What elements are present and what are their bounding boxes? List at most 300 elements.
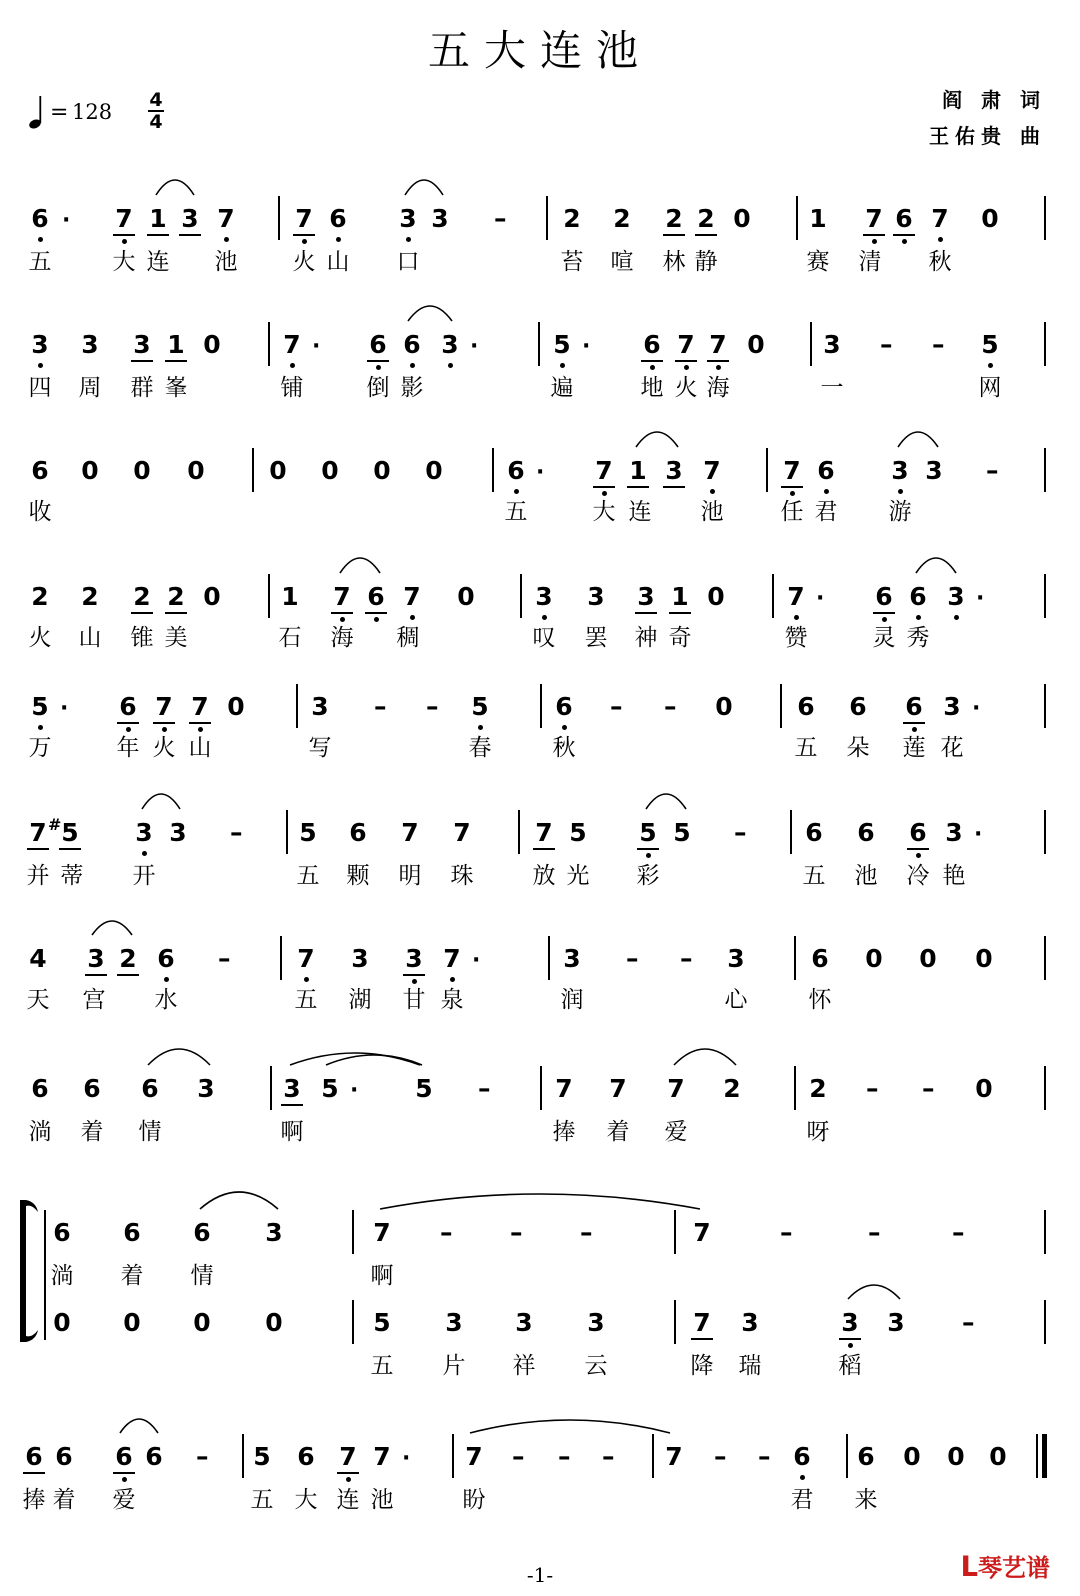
note: 6 [875, 582, 893, 611]
low-octave-dot [336, 237, 341, 242]
barline [674, 1210, 676, 1254]
tie-slur [898, 432, 938, 447]
barline [1044, 322, 1046, 366]
lyric: 美 [164, 625, 188, 651]
tie-slur [142, 794, 180, 809]
note: 0 [53, 1308, 71, 1337]
note: 6 [805, 818, 823, 847]
barline [1044, 1300, 1046, 1344]
augmentation-dot: · [60, 696, 69, 721]
dash: – [602, 1442, 615, 1471]
beam-underline [337, 1472, 359, 1474]
note: 6 [797, 692, 815, 721]
note: 6 [141, 1074, 159, 1103]
note: 3 [515, 1308, 533, 1337]
beam-underline [367, 360, 389, 362]
augmentation-dot: · [536, 460, 545, 485]
page-number: -1- [526, 1563, 554, 1587]
low-octave-dot [122, 1477, 127, 1482]
note: 6 [83, 1074, 101, 1103]
note: 6 [857, 818, 875, 847]
qinyipu-logo [960, 1548, 1050, 1583]
note: 3 [181, 204, 199, 233]
barline [1044, 448, 1046, 492]
lyric: 静 [694, 249, 718, 275]
low-octave-dot [410, 363, 415, 368]
note: 3 [563, 944, 581, 973]
note: 3 [87, 944, 105, 973]
time-signature-bottom: 4 [149, 111, 163, 133]
tie-slur [92, 921, 132, 935]
beam-underline [131, 612, 153, 614]
note: 2 [563, 204, 581, 233]
dash: – [610, 692, 623, 721]
note: 3 [945, 818, 963, 847]
tie-slur [340, 558, 380, 573]
tie-slur [405, 180, 443, 195]
lyric: 赛 [806, 249, 830, 275]
tie-slur [636, 432, 678, 447]
note: 3 [265, 1218, 283, 1247]
note: 2 [133, 582, 151, 611]
low-octave-dot [346, 1477, 351, 1482]
low-octave-dot [410, 615, 415, 620]
note: 0 [707, 582, 725, 611]
barline [286, 810, 288, 854]
lyric: 秋 [928, 249, 952, 275]
lyric: 叹 [532, 625, 556, 651]
lyric: 祥 [512, 1353, 536, 1379]
note: 7 [865, 204, 883, 233]
note: 3 [823, 330, 841, 359]
lyric: 降 [690, 1353, 714, 1379]
dash: – [478, 1074, 491, 1103]
note: 0 [265, 1308, 283, 1337]
low-octave-dot [290, 363, 295, 368]
lyric: 连 [336, 1487, 360, 1513]
song-title: 五大连池 [427, 26, 652, 75]
note: 6 [507, 456, 525, 485]
barline [674, 1300, 676, 1344]
note: 7 [595, 456, 613, 485]
note: 7 [535, 818, 553, 847]
composer-credit: 王佑贵 曲 [929, 124, 1046, 148]
lyric: 秋 [552, 735, 576, 761]
lyric: 大 [592, 499, 616, 525]
note: 7 [703, 456, 721, 485]
dash: – [558, 1442, 571, 1471]
lyric: 口 [396, 249, 420, 275]
dash: – [758, 1442, 771, 1471]
lyric: 彩 [636, 863, 660, 889]
augmentation-dot: · [582, 334, 591, 359]
lyric: 火 [674, 375, 698, 401]
note: 0 [133, 456, 151, 485]
lyric: 群 [130, 375, 154, 401]
lyric: 山 [188, 735, 212, 761]
dash: – [680, 944, 693, 973]
lyric: 啊 [370, 1263, 394, 1289]
note: 2 [697, 204, 715, 233]
note: 6 [909, 818, 927, 847]
lyric: 海 [706, 375, 730, 401]
lyric: 宫 [82, 987, 106, 1013]
augmentation-dot: · [974, 822, 983, 847]
lyric: 泉 [440, 987, 464, 1013]
lyric: 池 [854, 863, 878, 889]
note: 6 [157, 944, 175, 973]
note: 3 [133, 330, 151, 359]
note: 7 [609, 1074, 627, 1103]
beam-underline [113, 234, 135, 236]
note: 0 [975, 944, 993, 973]
lyric: 苔 [560, 249, 584, 275]
dash: – [922, 1074, 935, 1103]
note: 0 [947, 1442, 965, 1471]
note: 7 [401, 818, 419, 847]
low-octave-dot [824, 489, 829, 494]
lyric: 倒 [366, 375, 390, 401]
note: 3 [431, 204, 449, 233]
note: 7 [295, 204, 313, 233]
note: 5 [981, 330, 999, 359]
beam-underline [59, 848, 81, 850]
note: 3 [351, 944, 369, 973]
low-octave-dot [340, 617, 345, 622]
beam-underline [131, 360, 153, 362]
beam-underline [117, 974, 139, 976]
low-octave-dot [646, 853, 651, 858]
barline [546, 196, 548, 240]
note: 7 [297, 944, 315, 973]
tempo-bpm: 128 [72, 100, 113, 124]
lyric: 稠 [396, 625, 420, 651]
lyric: 着 [606, 1119, 630, 1145]
dash: – [780, 1218, 793, 1247]
low-octave-dot [848, 1343, 853, 1348]
low-octave-dot [304, 977, 309, 982]
note: 2 [119, 944, 137, 973]
note: 5 [31, 692, 49, 721]
dash: – [866, 1074, 879, 1103]
beam-underline [153, 722, 175, 724]
note: 5 [569, 818, 587, 847]
note: 7 [283, 330, 301, 359]
low-octave-dot [406, 237, 411, 242]
dash: – [952, 1218, 965, 1247]
low-octave-dot [902, 239, 907, 244]
lyric: 君 [814, 499, 838, 525]
lyric: 艳 [942, 863, 966, 889]
note: 5 [639, 818, 657, 847]
lyric: 润 [560, 987, 584, 1013]
lyric: 心 [724, 987, 748, 1013]
note: 0 [989, 1442, 1007, 1471]
note: 0 [373, 456, 391, 485]
barline [252, 448, 254, 492]
note: 3 [399, 204, 417, 233]
beam-underline [663, 234, 685, 236]
beam-underline [669, 612, 691, 614]
note: 3 [31, 330, 49, 359]
note: 0 [123, 1308, 141, 1337]
note: 3 [947, 582, 965, 611]
lyric: 山 [78, 625, 102, 651]
beam-underline [85, 974, 107, 976]
barline [548, 936, 550, 980]
dash: – [962, 1308, 975, 1337]
dash: – [664, 692, 677, 721]
tie-slur [674, 1049, 736, 1065]
lyric: 收 [28, 499, 52, 525]
barline [1044, 1210, 1046, 1254]
note: 7 [403, 582, 421, 611]
note: 3 [891, 456, 909, 485]
beam-underline [165, 612, 187, 614]
lyric: 片 [442, 1353, 466, 1379]
lyric: 地 [640, 375, 664, 401]
note: 6 [643, 330, 661, 359]
augmentation-dot: · [972, 696, 981, 721]
note: 7 [693, 1308, 711, 1337]
note: 2 [613, 204, 631, 233]
lyric: 灵 [872, 625, 896, 651]
barline [1044, 196, 1046, 240]
augmentation-dot: · [62, 208, 71, 233]
beam-underline [691, 1338, 713, 1340]
lyric: 湖 [348, 987, 372, 1013]
lyric: 明 [398, 863, 422, 889]
lyric: 情 [138, 1119, 162, 1145]
note: 0 [457, 582, 475, 611]
low-octave-dot [374, 617, 379, 622]
lyric: 淌 [50, 1263, 74, 1289]
low-octave-dot [376, 365, 381, 370]
note: 0 [903, 1442, 921, 1471]
low-octave-dot [988, 363, 993, 368]
barline [540, 1066, 542, 1110]
note: 2 [665, 204, 683, 233]
beam-underline [641, 360, 663, 362]
dash: – [440, 1218, 453, 1247]
lyricist-credit: 阎 肃 词 [942, 88, 1046, 112]
barline [1044, 810, 1046, 854]
note: 3 [887, 1308, 905, 1337]
low-octave-dot [224, 237, 229, 242]
note: 7 [783, 456, 801, 485]
lyric: 颗 [346, 863, 370, 889]
low-octave-dot [514, 489, 519, 494]
note: 3 [587, 582, 605, 611]
lyric: 开 [132, 863, 156, 889]
lyric: 铺 [280, 375, 304, 401]
note: 2 [81, 582, 99, 611]
lyric: 周 [78, 375, 102, 401]
low-octave-dot [302, 239, 307, 244]
dash: – [714, 1442, 727, 1471]
note: 0 [193, 1308, 211, 1337]
dash: – [734, 818, 747, 847]
note: 6 [123, 1218, 141, 1247]
beam-underline [113, 1472, 135, 1474]
note: 3 [81, 330, 99, 359]
low-octave-dot [560, 363, 565, 368]
lyric: 着 [120, 1263, 144, 1289]
dash: – [374, 692, 387, 721]
lyric: 啊 [280, 1119, 304, 1145]
note: 7 [465, 1442, 483, 1471]
note: 7 [115, 204, 133, 233]
note: 0 [733, 204, 751, 233]
note: 0 [865, 944, 883, 973]
lyric: 春 [468, 735, 492, 761]
barline [790, 810, 792, 854]
note: 0 [203, 582, 221, 611]
lyric: 爱 [112, 1487, 136, 1513]
lyric: 写 [308, 735, 332, 761]
note: 0 [187, 456, 205, 485]
note: 1 [809, 204, 827, 233]
low-octave-dot [198, 727, 203, 732]
dash: – [230, 818, 243, 847]
beam-underline [147, 234, 169, 236]
augmentation-dot: · [312, 334, 321, 359]
note: 2 [809, 1074, 827, 1103]
dash: – [932, 330, 945, 359]
tempo-equals: = [50, 100, 69, 125]
low-octave-dot [412, 979, 417, 984]
tie-slur [916, 558, 956, 573]
note: 3 [665, 456, 683, 485]
low-octave-dot [684, 365, 689, 370]
barline [278, 196, 280, 240]
note: 6 [31, 204, 49, 233]
beam-underline [893, 234, 915, 236]
low-octave-dot [542, 615, 547, 620]
low-octave-dot [938, 237, 943, 242]
low-octave-dot [650, 365, 655, 370]
note: 7 [931, 204, 949, 233]
lyric: 捧 [552, 1119, 576, 1145]
note: 3 [405, 944, 423, 973]
barline [518, 810, 520, 854]
lyric: 遍 [550, 375, 574, 401]
beam-underline [695, 234, 717, 236]
note: 3 [445, 1308, 463, 1337]
barline [1044, 1066, 1046, 1110]
beam-underline [117, 722, 139, 724]
note: 6 [297, 1442, 315, 1471]
barline [268, 574, 270, 618]
lyric: 冷 [906, 863, 930, 889]
low-octave-dot [912, 727, 917, 732]
lyric: 着 [52, 1487, 76, 1513]
low-octave-dot [954, 615, 959, 620]
note: 6 [905, 692, 923, 721]
logo-text: 琴艺谱 [978, 1554, 1050, 1582]
note: 7 [217, 204, 235, 233]
barline [794, 936, 796, 980]
barline [796, 196, 798, 240]
lyric: 锥 [130, 625, 154, 651]
note: 6 [193, 1218, 211, 1247]
barline [296, 684, 298, 728]
note: 6 [145, 1442, 163, 1471]
low-octave-dot [602, 491, 607, 496]
note: 6 [849, 692, 867, 721]
note: 7 [665, 1442, 683, 1471]
lyric: 火 [152, 735, 176, 761]
beam-underline [23, 1472, 45, 1474]
beam-underline [635, 612, 657, 614]
beam-underline [533, 848, 555, 850]
low-octave-dot [162, 727, 167, 732]
note: 5 [673, 818, 691, 847]
barline [652, 1434, 654, 1478]
note: 0 [919, 944, 937, 973]
lyric: 五 [802, 863, 826, 889]
barline [520, 574, 522, 618]
note: 7 [29, 818, 47, 847]
tie-slur [290, 1053, 420, 1065]
note: 1 [629, 456, 647, 485]
beam-underline [637, 848, 659, 850]
note: 6 [555, 692, 573, 721]
beam-underline [707, 360, 729, 362]
lyric: 石 [278, 625, 302, 651]
note: 0 [981, 204, 999, 233]
low-octave-dot [142, 851, 147, 856]
lyric: 花 [940, 735, 964, 761]
note: 5 [553, 330, 571, 359]
low-octave-dot [38, 237, 43, 242]
note: 7 [709, 330, 727, 359]
barline [352, 1210, 354, 1254]
dash: – [426, 692, 439, 721]
barline [492, 448, 494, 492]
augmentation-dot: · [816, 586, 825, 611]
low-octave-dot [872, 239, 877, 244]
lyric: 连 [628, 499, 652, 525]
lyric: 五 [794, 735, 818, 761]
tie-slur [148, 1049, 210, 1065]
lyric: 来 [854, 1487, 878, 1513]
lyric: 五 [250, 1487, 274, 1513]
lyric: 怀 [808, 987, 832, 1013]
lyric: 并 [26, 863, 50, 889]
note: 0 [321, 456, 339, 485]
augmentation-dot: · [402, 1446, 411, 1471]
barline [1044, 936, 1046, 980]
note: 3 [587, 1308, 605, 1337]
lyric: 山 [326, 249, 350, 275]
lyric: 任 [780, 499, 804, 525]
lyric: 峯 [164, 375, 188, 401]
beam-underline [189, 722, 211, 724]
lyric: 稻 [838, 1353, 862, 1379]
note: 7 [373, 1218, 391, 1247]
lyric: 喧 [610, 249, 634, 275]
lyric: 着 [80, 1119, 104, 1145]
tie-slur [326, 1055, 422, 1065]
barline [810, 322, 812, 366]
note: 4 [29, 944, 47, 973]
lyric: 盼 [462, 1487, 486, 1513]
low-octave-dot [790, 491, 795, 496]
quarter-note-icon [28, 94, 46, 130]
beam-underline [331, 612, 353, 614]
barline [270, 1066, 272, 1110]
